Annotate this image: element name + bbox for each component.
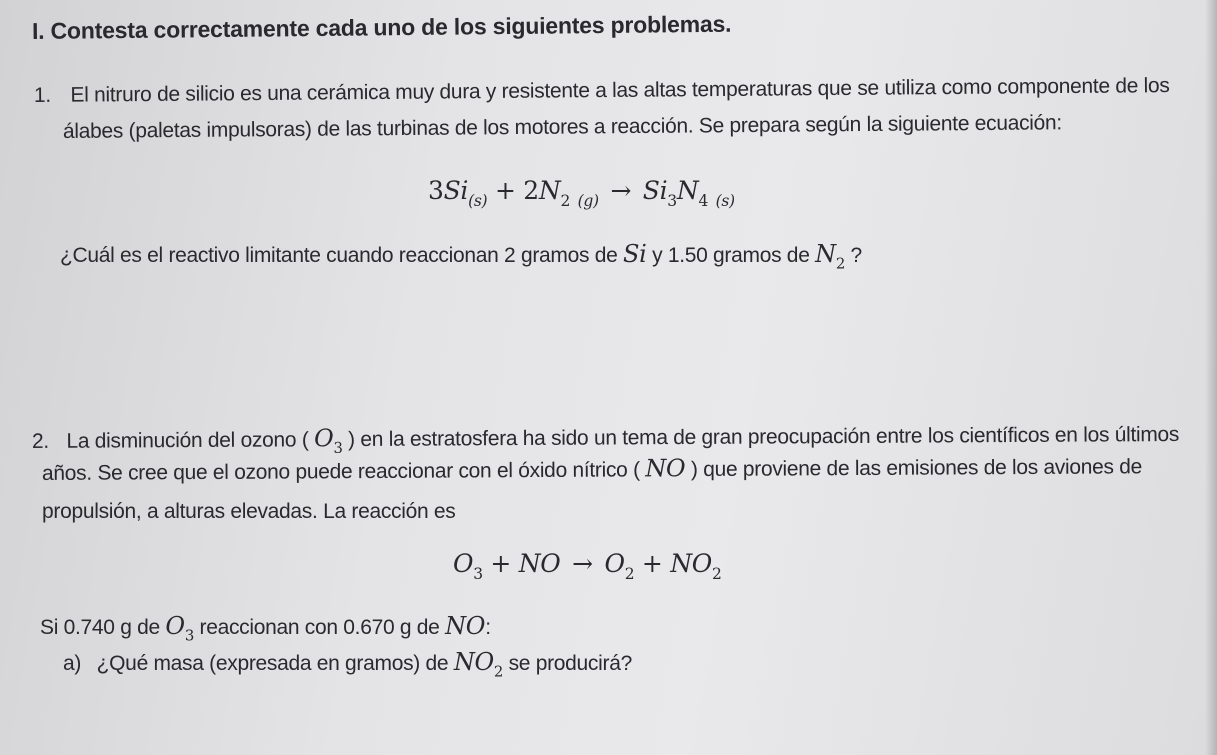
problem-2-item-a: a) ¿Qué masa (expresada en gramos) de $NO_2$ se producirá?: [63, 648, 632, 681]
item-a-label: a): [63, 652, 82, 675]
problem-2-line-3: propulsión, a alturas elevadas. La reacción es: [42, 500, 456, 523]
page-edge-shadow: [1205, 0, 1217, 755]
problem-2-line-1: 2. La disminución del ozono ( $O_3$ ) en la estratosfera ha sido un tema de gran preocupación entre los científicos en los últimos: [31, 422, 1180, 457]
si-symbol: Si: [623, 240, 647, 268]
problem-1-line-2: álabes (paletas impulsoras) de las turbinas de los motores a reacción. Se prepara según la siguiente ecuación:: [62, 111, 1062, 143]
n2-symbol: $N_2$: [815, 240, 845, 273]
problem-2-given: Si 0.740 g de $O_3$ reaccionan con 0.670 g de NO:: [40, 612, 491, 645]
problem-2-line-2: años. Se cree que el ozono puede reaccionar con el óxido nítrico ( NO ) que proviene de las emisiones de los aviones de: [41, 454, 1143, 485]
problem-1-line-1: [34, 74, 1170, 108]
problem-2-number: 2.: [31, 429, 49, 453]
o3-symbol: $O_3$: [313, 424, 343, 457]
problem-1-number: 1.: [33, 83, 52, 107]
problem-1-text-1: El nitruro de silicio es una cerámica muy dura y resistente a las altas temperaturas que se utiliza como componente de los: [70, 74, 1170, 107]
problem-1-equation: $3Si_{(s)} + 2N_2$ $_{(g)} \to Si_3N_4$ $_{(s)}$: [428, 176, 735, 210]
no-symbol: NO: [645, 454, 686, 483]
section-title: I. Contesta correctamente cada uno de los siguientes problemas.: [31, 10, 732, 44]
problem-1-question: ¿Cuál es el reactivo limitante cuando reaccionan 2 gramos de Si y 1.50 gramos de $N_2$ ?: [60, 240, 862, 273]
no2-symbol: $NO_2$: [453, 648, 504, 681]
problem-2-equation: $O_3$ + NO → $O_2 + NO_2$: [453, 549, 722, 583]
